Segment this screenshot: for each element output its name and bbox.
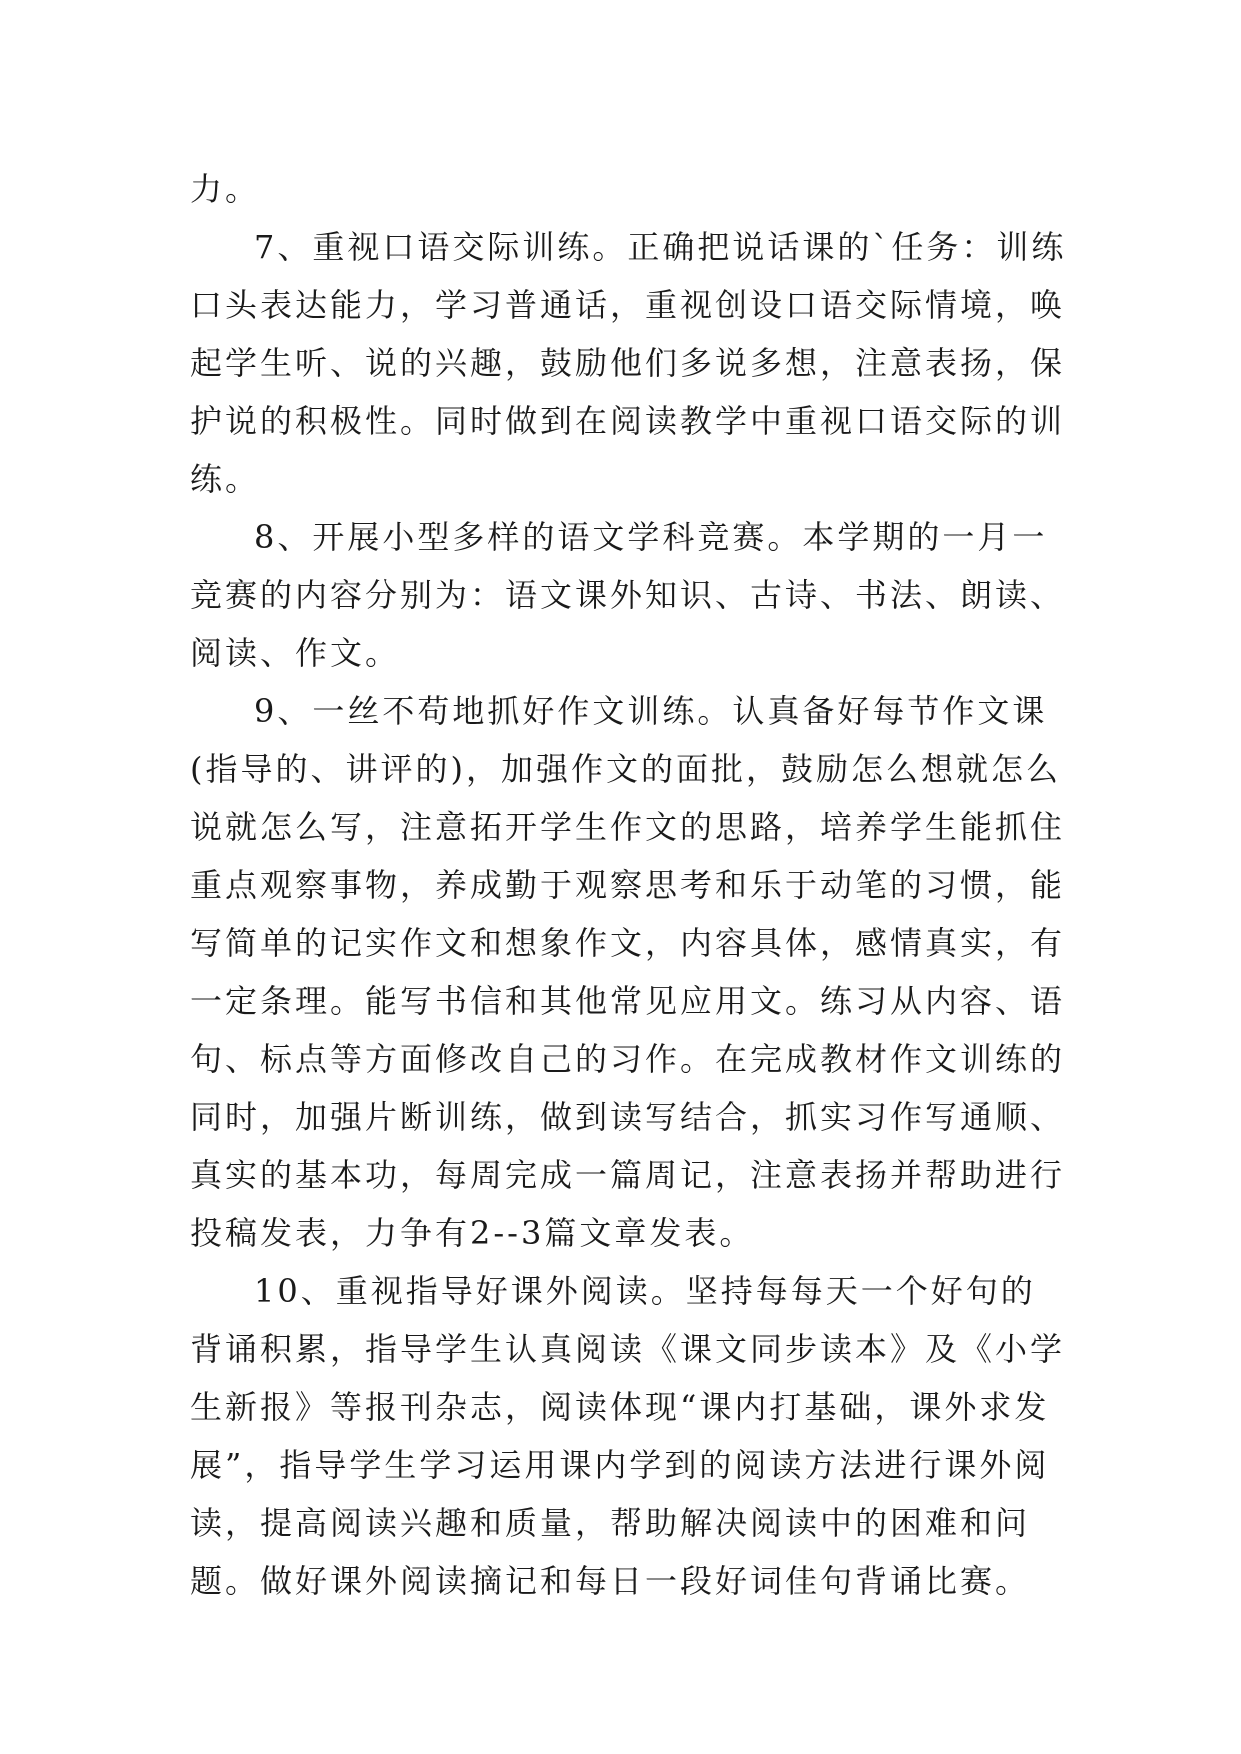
- paragraph-continuation: 力。: [190, 170, 261, 208]
- document-body: [190, 160, 1070, 1610]
- paragraph-item-8: 8、开展小型多样的语文学科竞赛。本学期的一月一竞赛的内容分别为：语文课外知识、古诗、书法、朗读、阅读、作文。: [190, 518, 1066, 672]
- paragraph-item-9: 9、一丝不苟地抓好作文训练。认真备好每节作文课(指导的、讲评的)，加强作文的面批，鼓励怎么想就怎么说就怎么写，注意拓开学生作文的思路，培养学生能抓住重点观察事物，养成勤于观察思考和乐于动笔的习惯，能写简单的记实作文和想象作文，内容具体，感情真实，有一定条理。能写书信和其他常见应用文。练习从内容、语句、标点等方面修改自己的习作。在完成教材作文训练的同时，加强片断训练，做到读写结合，抓实习作写通顺、真实的基本功，每周完成一篇周记，注意表扬并帮助进行投稿发表，力争有2--3篇文章发表。: [190, 692, 1066, 1252]
- paragraph-item-10: 10、重视指导好课外阅读。坚持每每天一个好句的背诵积累，指导学生认真阅读《课文同步读本》及《小学生新报》等报刊杂志，阅读体现“课内打基础，课外求发展”，指导学生学习运用课内学到的阅读方法进行课外阅读，提高阅读兴趣和质量，帮助解决阅读中的困难和问题。做好课外阅读摘记和每日一段好词佳句背诵比赛。: [190, 1272, 1066, 1600]
- paragraph-item-7: 7、重视口语交际训练。正确把说话课的`任务：训练口头表达能力，学习普通话，重视创设口语交际情境，唤起学生听、说的兴趣，鼓励他们多说多想，注意表扬，保护说的积极性。同时做到在阅读教学中重视口语交际的训练。: [190, 228, 1067, 498]
